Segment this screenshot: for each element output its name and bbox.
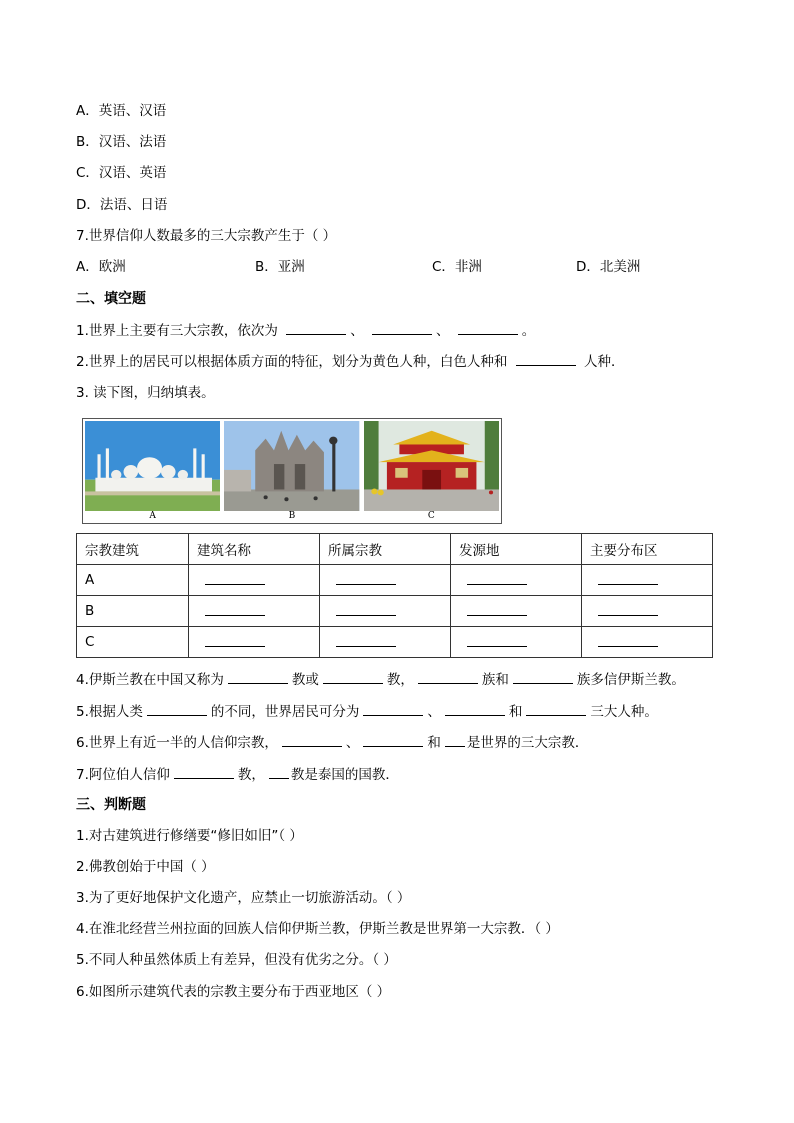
- table-cell[interactable]: [451, 565, 582, 596]
- table-cell[interactable]: [451, 596, 582, 627]
- answer-blank[interactable]: [269, 764, 289, 779]
- table-cell[interactable]: [320, 596, 451, 627]
- answer-blank[interactable]: [147, 701, 207, 716]
- answer-blank[interactable]: [228, 669, 288, 684]
- fill-q1-text: 1.世界上主要有三大宗教，依次为: [76, 323, 278, 339]
- fill-q6: [76, 732, 588, 753]
- answer-blank[interactable]: [336, 572, 396, 585]
- header-cell: 发源地: [451, 534, 582, 565]
- answer-blank[interactable]: [205, 603, 265, 616]
- answer-blank[interactable]: [526, 701, 586, 716]
- answer-blank[interactable]: [516, 351, 576, 366]
- answer-blank[interactable]: [336, 603, 396, 616]
- separator: 、: [435, 323, 450, 339]
- photo-a: [85, 421, 220, 521]
- judge-item: 2.佛教创始于中国（ ）: [76, 859, 215, 875]
- table-row: [77, 565, 713, 596]
- separator: 、: [350, 323, 364, 339]
- answer-blank[interactable]: [205, 572, 265, 585]
- summary-table: [76, 533, 713, 658]
- fill-q4: [76, 669, 685, 690]
- header-cell: 所属宗教: [320, 534, 451, 565]
- answer-blank[interactable]: [286, 320, 346, 335]
- judge-item: 3.为了更好地保护文化遗产，应禁止一切旅游活动。（ ）: [76, 890, 411, 906]
- answer-blank[interactable]: [467, 603, 527, 616]
- religious-buildings-figure: [82, 418, 502, 524]
- section-2-title: 二、填空题: [76, 291, 146, 307]
- q7-option-a: A．欧洲: [76, 259, 126, 275]
- judge-item: 4.在淮北经营兰州拉面的回族人信仰伊斯兰教，伊斯兰教是世界第一大宗教．（ ）: [76, 921, 559, 937]
- answer-blank[interactable]: [467, 572, 527, 585]
- fill-q6-text: 6.世界上有近一半的人信仰宗教，: [76, 735, 278, 751]
- header-cell: 主要分布区: [582, 534, 713, 565]
- answer-blank[interactable]: [445, 701, 505, 716]
- fill-q5-text: 5.根据人类: [76, 704, 143, 720]
- fill-q3: 3. 读下图，归纳填表。: [76, 385, 215, 401]
- table-cell[interactable]: [189, 565, 320, 596]
- answer-blank[interactable]: [363, 701, 423, 716]
- fill-q4-text: 4.伊斯兰教在中国又称为: [76, 672, 224, 688]
- photo-b: [224, 421, 359, 521]
- period: 。: [521, 323, 536, 339]
- answer-blank[interactable]: [418, 669, 478, 684]
- fill-q4-text: 教或: [291, 672, 319, 688]
- fill-q5-text: 和: [508, 704, 523, 720]
- answer-blank[interactable]: [363, 732, 423, 747]
- option-b: B．汉语、法语: [76, 134, 167, 150]
- caption-c: C: [427, 511, 435, 521]
- answer-blank[interactable]: [445, 732, 465, 747]
- question-7-options: [76, 257, 676, 277]
- fill-q2-text: 2.世界上的居民可以根据体质方面的特征，划分为黄色人种，白色人种和: [76, 354, 508, 370]
- fill-q6-text: 、: [345, 735, 360, 751]
- mosque-image: [85, 421, 220, 511]
- q7-option-d: D．北美洲: [576, 259, 641, 275]
- q7-option-c: C．非洲: [432, 259, 482, 275]
- fill-q5-text: 的不同，世界居民可分为: [210, 704, 360, 720]
- fill-q5: [76, 701, 658, 722]
- fill-q7-text: 7.阿位伯人信仰: [76, 767, 170, 783]
- temple-image: [364, 421, 499, 511]
- judge-item: 5.不同人种虽然体质上有差异，但没有优劣之分。（ ）: [76, 952, 397, 968]
- fill-q7-text: 教是泰国的国教．: [290, 767, 399, 783]
- judge-item: 6.如图所示建筑代表的宗教主要分布于西亚地区（ ）: [76, 984, 391, 1000]
- answer-blank[interactable]: [336, 634, 396, 647]
- table-cell[interactable]: [582, 627, 713, 658]
- fill-q6-text: 和: [427, 735, 441, 751]
- answer-blank[interactable]: [458, 320, 518, 335]
- header-cell: 宗教建筑: [77, 534, 189, 565]
- answer-blank[interactable]: [598, 634, 658, 647]
- table-cell[interactable]: [451, 627, 582, 658]
- option-a: A．英语、汉语: [76, 103, 167, 119]
- cathedral-image: [224, 421, 359, 511]
- answer-blank[interactable]: [174, 764, 234, 779]
- section-3-title: 三、判断题: [76, 797, 146, 813]
- option-d: D．法语、日语: [76, 197, 168, 213]
- answer-blank[interactable]: [598, 603, 658, 616]
- fill-q2: [76, 351, 624, 372]
- answer-blank[interactable]: [205, 634, 265, 647]
- row-label: C: [77, 627, 189, 658]
- table-cell[interactable]: [189, 596, 320, 627]
- fill-q7: [76, 764, 399, 785]
- fill-q4-text: 族和: [481, 672, 509, 688]
- judge-item: 1.对古建筑进行修缮要“修旧如旧”（ ）: [76, 828, 303, 844]
- option-c: C．汉语、英语: [76, 165, 167, 181]
- table-row: [77, 627, 713, 658]
- fill-q4-text: 族多信伊斯兰教。: [576, 672, 685, 688]
- answer-blank[interactable]: [467, 634, 527, 647]
- answer-blank[interactable]: [513, 669, 573, 684]
- header-cell: 建筑名称: [189, 534, 320, 565]
- q7-option-b: B．亚洲: [255, 259, 305, 275]
- table-cell[interactable]: [189, 627, 320, 658]
- photo-c: [364, 421, 499, 521]
- fill-q2-end: 人种．: [583, 354, 625, 370]
- row-label: A: [77, 565, 189, 596]
- table-header-row: [77, 534, 713, 565]
- fill-q1: [76, 320, 535, 341]
- table-cell[interactable]: [320, 627, 451, 658]
- table-cell[interactable]: [582, 565, 713, 596]
- table-row: [77, 596, 713, 627]
- answer-blank[interactable]: [282, 732, 342, 747]
- table-cell[interactable]: [582, 596, 713, 627]
- fill-q5-text: 三大人种。: [590, 704, 658, 720]
- caption-a: A: [149, 511, 156, 521]
- answer-blank[interactable]: [323, 669, 383, 684]
- fill-q5-text: 、: [427, 704, 441, 720]
- question-7-stem: 7.世界信仰人数最多的三大宗教产生于（ ）: [76, 228, 337, 244]
- fill-q6-text: 是世界的三大宗教．: [466, 735, 589, 751]
- answer-blank[interactable]: [372, 320, 432, 335]
- caption-b: B: [288, 511, 296, 521]
- row-label: B: [77, 596, 189, 627]
- fill-q7-text: 教，: [237, 767, 265, 783]
- answer-blank[interactable]: [598, 572, 658, 585]
- fill-q4-text: 教，: [386, 672, 414, 688]
- table-cell[interactable]: [320, 565, 451, 596]
